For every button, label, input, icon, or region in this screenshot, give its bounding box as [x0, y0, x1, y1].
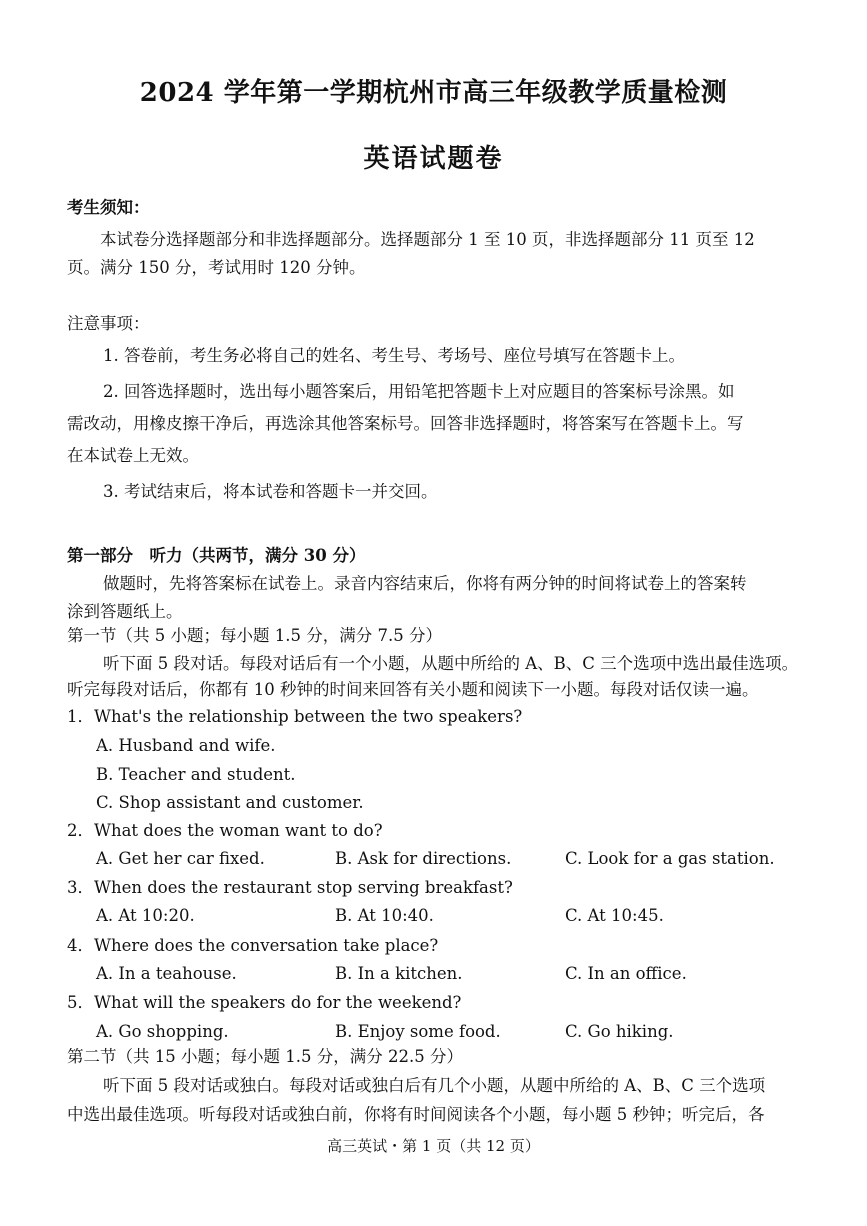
section1-heading: 第一节（共 5 小题；每小题 1.5 分，满分 7.5 分）	[67, 626, 442, 645]
question-4-option-c: C. In an office.	[565, 964, 687, 983]
part1-heading: 第一部分 听力（共两节，满分 30 分）	[67, 546, 366, 565]
question-3-stem: 3．When does the restaurant stop serving breakfast?	[67, 878, 513, 897]
question-3-option-b: B. At 10:40.	[335, 906, 434, 925]
notice-heading: 考生须知：	[67, 198, 150, 217]
page-subtitle: 英语试题卷	[363, 144, 504, 174]
section2-intro-line2: 中选出最佳选项。听每段对话或独白前，你将有时间阅读各个小题，每小题 5 秒钟；听完后，各	[67, 1105, 765, 1124]
question-5-option-c: C. Go hiking.	[565, 1022, 674, 1041]
question-3-option-c: C. At 10:45.	[565, 906, 664, 925]
page-title: 2024 学年第一学期杭州市高三年级教学质量检测	[139, 78, 728, 108]
notice-body-line1: 本试卷分选择题部分和非选择题部分。选择题部分 1 至 10 页，非选择题部分 11 页至 12	[100, 230, 755, 249]
section1-intro-line2: 听完每段对话后，你都有 10 秒钟的时间来回答有关小题和阅读下一小题。每段对话仅读一遍。	[67, 680, 759, 699]
question-5-option-b: B. Enjoy some food.	[335, 1022, 501, 1041]
question-1-option-b: B. Teacher and student.	[96, 765, 296, 784]
question-1-option-c: C. Shop assistant and customer.	[96, 793, 364, 812]
part1-intro-line2: 涂到答题纸上。	[67, 602, 183, 621]
page-footer: 高三英试・第 1 页（共 12 页）	[327, 1137, 540, 1155]
attention-item-3: 3. 考试结束后，将本试卷和答题卡一并交回。	[103, 482, 438, 501]
question-5-stem: 5．What will the speakers do for the weekend?	[67, 993, 462, 1012]
section1-intro-line1: 听下面 5 段对话。每段对话后有一个小题，从题中所给的 A、B、C 三个选项中选出最佳选项。	[103, 654, 799, 673]
question-3-option-a: A. At 10:20.	[96, 906, 195, 925]
question-1-option-a: A. Husband and wife.	[96, 736, 276, 755]
question-5-option-a: A. Go shopping.	[96, 1022, 229, 1041]
attention-item-2-line2: 需改动，用橡皮擦干净后，再选涂其他答案标号。回答非选择题时，将答案写在答题卡上。写	[67, 414, 744, 433]
notice-body-line2: 页。满分 150 分，考试用时 120 分钟。	[67, 258, 366, 277]
section2-heading: 第二节（共 15 小题；每小题 1.5 分，满分 22.5 分）	[67, 1047, 463, 1066]
question-4-option-a: A. In a teahouse.	[96, 964, 237, 983]
question-4-option-b: B. In a kitchen.	[335, 964, 463, 983]
question-2-stem: 2．What does the woman want to do?	[67, 821, 383, 840]
part1-intro-line1: 做题时，先将答案标在试卷上。录音内容结束后，你将有两分钟的时间将试卷上的答案转	[103, 574, 747, 593]
question-4-stem: 4．Where does the conversation take place?	[67, 936, 439, 955]
question-2-option-c: C. Look for a gas station.	[565, 849, 775, 868]
question-2-option-a: A. Get her car fixed.	[96, 849, 265, 868]
question-2-option-b: B. Ask for directions.	[335, 849, 512, 868]
attention-item-1: 1. 答卷前，考生务必将自己的姓名、考生号、考场号、座位号填写在答题卡上。	[103, 346, 685, 365]
question-1-stem: 1．What's the relationship between the two speakers?	[67, 707, 523, 726]
attention-item-2-line1: 2. 回答选择题时，选出每小题答案后，用铅笔把答题卡上对应题目的答案标号涂黑。如	[103, 382, 735, 401]
section2-intro-line1: 听下面 5 段对话或独白。每段对话或独白后有几个小题，从题中所给的 A、B、C 三个选项	[103, 1076, 766, 1095]
attention-heading: 注意事项：	[67, 314, 150, 333]
attention-item-2-line3: 在本试卷上无效。	[67, 446, 199, 465]
